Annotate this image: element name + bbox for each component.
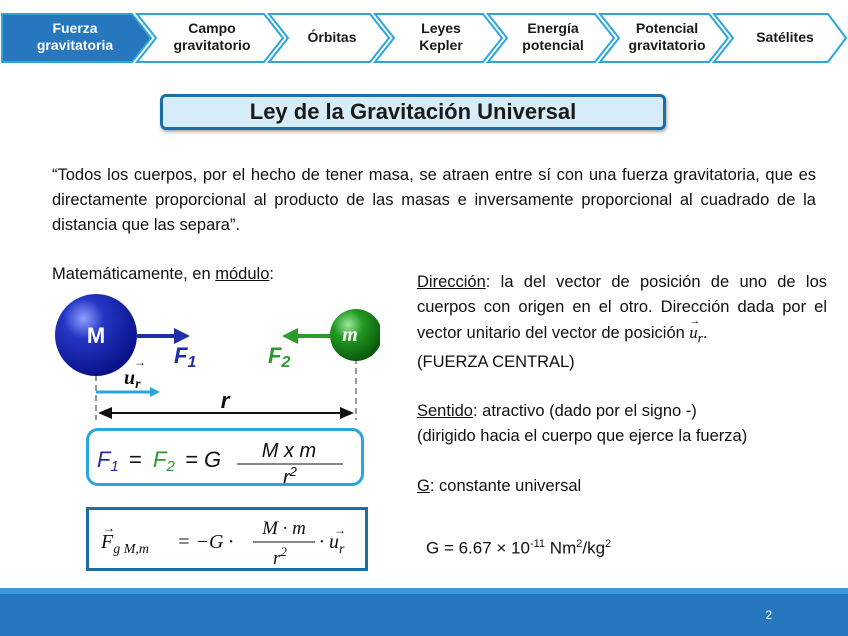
math-label-underlined: módulo [215, 265, 270, 283]
direction-end: . [703, 324, 708, 342]
footer-top-stripe [0, 588, 848, 594]
direction-symbol-sub: r [697, 330, 704, 346]
sense-label: Sentido [417, 402, 473, 421]
g-value-base: G = 6.67 × 10 [426, 538, 530, 558]
g-value-units-tail-exp: 2 [605, 538, 612, 550]
tab-line1: Leyes [421, 20, 461, 36]
tab-line2: gravitatorio [628, 37, 706, 53]
ur-arrow-head [150, 387, 160, 397]
formula1-eq-g: = G [185, 447, 222, 472]
g-value-units-tail: /kg [582, 538, 606, 558]
formula2-lhs: $F_{g M,m}$ [101, 531, 149, 557]
formula1-eq: = [129, 447, 142, 472]
slide-title-box [160, 94, 666, 130]
formula2-numerator: M · m [262, 518, 306, 539]
distance-head-left [98, 407, 112, 419]
tab-leyes-kepler[interactable] [390, 16, 492, 58]
f1-label: F1 [174, 343, 197, 371]
ur-vector-symbol: u → [689, 323, 697, 342]
formula-magnitude-box [86, 428, 364, 486]
law-quote: “Todos los cuerpos, por el hecho de tener masa, se atraen entre sí con una fuerza gravitatoria, que es directamente proporcional al producto de las masas e inversamente proporcional al cuadrado de la distancia que las separa”. [52, 166, 816, 234]
tab-line1: Órbitas [307, 28, 357, 45]
formula2-tail-arrow: → [334, 523, 346, 537]
formula1-f2: F2 [153, 447, 175, 475]
tab-line1: Satélites [756, 28, 814, 45]
formula2-lhs-arrow: → [103, 521, 115, 535]
tab-line2: Kepler [419, 37, 463, 53]
formula1-numerator: M x m [261, 440, 317, 462]
footer-bar [0, 588, 848, 636]
distance-label: r [220, 388, 230, 413]
tab-line2: potencial [522, 37, 584, 53]
f1-arrow-head [174, 328, 190, 344]
masses-diagram [40, 280, 380, 430]
central-force-note: (FUERZA CENTRAL) [417, 353, 575, 372]
constant-text: : constante universal [429, 477, 582, 496]
sense-line2: (dirigido hacia el cuerpo que ejerce la fuerza) [417, 427, 748, 446]
math-label-prefix: Matemáticamente, en [52, 265, 216, 283]
tab-campo-gravitatorio[interactable] [152, 16, 272, 58]
formula1-denominator: $r^2$ [283, 464, 297, 483]
mass-big-label: M [86, 323, 106, 348]
g-value-exp: -11 [529, 538, 546, 550]
direction-text: : la del vector de posición de uno de los cuerpos con origen en el otro. Dirección dada por el vector unitario del vector de posición [417, 273, 827, 342]
tab-line1: Fuerza [52, 20, 98, 36]
formula2-denominator: $r^2$ [273, 544, 287, 568]
tab-orbitas[interactable] [284, 16, 380, 58]
tab-line1: Potencial [635, 20, 699, 36]
tab-line1: Energía [527, 20, 579, 36]
ur-label: $u_r$ [124, 367, 141, 392]
tab-potencial-gravitatorio[interactable] [614, 16, 720, 58]
tab-line1: Campo [188, 20, 236, 36]
tab-line2: gravitatoria [36, 37, 114, 53]
formula2-eq: = −G · [177, 531, 234, 553]
formula-magnitude [89, 431, 361, 483]
f2-label: F2 [268, 343, 291, 371]
mass-small-label: m [342, 324, 358, 346]
formula-vector [89, 510, 365, 568]
formula-vector-box [86, 507, 368, 571]
formula2-tail: · $u_r$ [319, 531, 345, 557]
formula1-f1: F1 [97, 447, 119, 475]
constant-paragraph [417, 474, 827, 499]
page-number: 2 [765, 608, 772, 622]
slide-title: Ley de la Gravitación Universal [249, 99, 577, 124]
tab-fuerza-gravitatoria[interactable] [10, 16, 140, 58]
tab-satelites[interactable] [730, 16, 840, 58]
ur-arrow-mark: → [134, 355, 146, 369]
g-constant-value [426, 538, 611, 559]
constant-label: G [417, 477, 430, 496]
direction-paragraph [417, 270, 827, 350]
f2-arrow-head [282, 328, 298, 344]
direction-label: Dirección [417, 273, 486, 291]
g-value-units: Nm [545, 538, 577, 558]
tab-energia-potencial[interactable] [503, 16, 603, 58]
g-value-units-exp: 2 [576, 538, 583, 550]
sense-text: : atractivo (dado por el signo -) [472, 402, 697, 421]
vector-arrow-icon: → [689, 315, 701, 327]
tab-line2: gravitatorio [173, 37, 251, 53]
direction-symbol [689, 315, 704, 346]
math-label-suffix: : [269, 265, 274, 283]
section-nav [0, 0, 848, 70]
sense-paragraph [417, 399, 827, 424]
explanation-column [417, 270, 827, 499]
distance-head-right [340, 407, 354, 419]
